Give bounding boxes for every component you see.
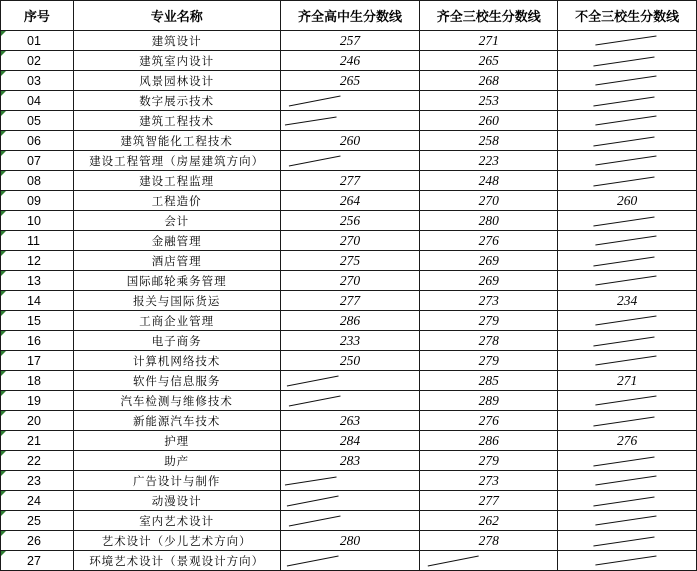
cell-major: 工商企业管理 bbox=[73, 311, 280, 331]
cell-major: 数字展示技术 bbox=[73, 91, 280, 111]
cell-qilu-three-school-score: 258 bbox=[420, 131, 558, 151]
cell-non-qilu-three-school-score bbox=[558, 71, 697, 91]
cell-non-qilu-three-school-score bbox=[558, 31, 697, 51]
cell-seq: 04 bbox=[1, 91, 74, 111]
cell-seq: 09 bbox=[1, 191, 74, 211]
cell-qilu-highschool-score bbox=[280, 151, 420, 171]
header-qilu-highschool: 齐全高中生分数线 bbox=[280, 1, 420, 31]
empty-slash-mark bbox=[558, 152, 696, 170]
cell-qilu-three-school-score: 279 bbox=[420, 311, 558, 331]
slash-line bbox=[285, 477, 337, 485]
slash-line bbox=[289, 156, 341, 166]
table-row bbox=[1, 251, 697, 271]
cell-qilu-highschool-score bbox=[280, 551, 420, 571]
cell-qilu-highschool-score bbox=[280, 491, 420, 511]
table-row bbox=[1, 371, 697, 391]
cell-qilu-three-school-score: 289 bbox=[420, 391, 558, 411]
cell-qilu-highschool-score: 270 bbox=[280, 271, 420, 291]
empty-slash-mark bbox=[281, 492, 420, 510]
table-row bbox=[1, 511, 697, 531]
cell-qilu-highschool-score: 265 bbox=[280, 71, 420, 91]
slash-line bbox=[594, 217, 655, 226]
cell-qilu-highschool-score: 264 bbox=[280, 191, 420, 211]
slash-line bbox=[594, 457, 655, 466]
cell-major: 助产 bbox=[73, 451, 280, 471]
cell-qilu-three-school-score: 276 bbox=[420, 411, 558, 431]
cell-non-qilu-three-school-score bbox=[558, 271, 697, 291]
cell-seq: 07 bbox=[1, 151, 74, 171]
empty-slash-mark bbox=[281, 372, 420, 390]
cell-non-qilu-three-school-score: 271 bbox=[558, 371, 697, 391]
empty-slash-mark bbox=[558, 352, 696, 370]
table-row bbox=[1, 191, 697, 211]
table-row bbox=[1, 351, 697, 371]
empty-slash-mark bbox=[420, 552, 557, 570]
cell-seq: 06 bbox=[1, 131, 74, 151]
cell-qilu-highschool-score: 260 bbox=[280, 131, 420, 151]
cell-major: 新能源汽车技术 bbox=[73, 411, 280, 431]
cell-qilu-highschool-score: 280 bbox=[280, 531, 420, 551]
table-header bbox=[1, 1, 697, 31]
cell-seq: 14 bbox=[1, 291, 74, 311]
empty-slash-mark bbox=[558, 272, 696, 290]
cell-seq: 13 bbox=[1, 271, 74, 291]
cell-qilu-highschool-score bbox=[280, 91, 420, 111]
cell-major: 报关与国际货运 bbox=[73, 291, 280, 311]
slash-line bbox=[289, 516, 341, 526]
cell-qilu-three-school-score: 278 bbox=[420, 331, 558, 351]
header-qilu-three-school: 齐全三校生分数线 bbox=[420, 1, 558, 31]
empty-slash-mark bbox=[558, 92, 696, 110]
table-row bbox=[1, 231, 697, 251]
cell-non-qilu-three-school-score bbox=[558, 391, 697, 411]
empty-slash-mark bbox=[558, 32, 696, 50]
cell-major: 艺术设计（少儿艺术方向） bbox=[73, 531, 280, 551]
empty-slash-mark bbox=[558, 512, 696, 530]
table-body bbox=[1, 31, 697, 571]
slash-line bbox=[596, 276, 657, 285]
table-row bbox=[1, 71, 697, 91]
cell-qilu-three-school-score: 268 bbox=[420, 71, 558, 91]
empty-slash-mark bbox=[281, 552, 420, 570]
slash-line bbox=[287, 496, 339, 506]
cell-qilu-highschool-score: 277 bbox=[280, 171, 420, 191]
cell-qilu-three-school-score: 273 bbox=[420, 291, 558, 311]
cell-qilu-three-school-score: 286 bbox=[420, 431, 558, 451]
cell-seq: 25 bbox=[1, 511, 74, 531]
cell-qilu-three-school-score: 279 bbox=[420, 451, 558, 471]
empty-slash-mark bbox=[558, 392, 696, 410]
cell-seq: 02 bbox=[1, 51, 74, 71]
slash-line bbox=[596, 476, 657, 485]
cell-major: 工程造价 bbox=[73, 191, 280, 211]
cell-qilu-three-school-score: 270 bbox=[420, 191, 558, 211]
cell-non-qilu-three-school-score bbox=[558, 411, 697, 431]
cell-qilu-three-school-score: 265 bbox=[420, 51, 558, 71]
empty-slash-mark bbox=[558, 532, 696, 550]
cell-seq: 20 bbox=[1, 411, 74, 431]
table-row bbox=[1, 491, 697, 511]
cell-qilu-three-school-score bbox=[420, 551, 558, 571]
table-row bbox=[1, 271, 697, 291]
slash-line bbox=[596, 356, 657, 365]
empty-slash-mark bbox=[281, 112, 420, 130]
slash-line bbox=[594, 137, 655, 146]
cell-seq: 01 bbox=[1, 31, 74, 51]
slash-line bbox=[594, 337, 655, 346]
empty-slash-mark bbox=[558, 132, 696, 150]
cell-qilu-three-school-score: 276 bbox=[420, 231, 558, 251]
empty-slash-mark bbox=[558, 552, 696, 570]
cell-non-qilu-three-school-score bbox=[558, 511, 697, 531]
empty-slash-mark bbox=[558, 472, 696, 490]
cell-seq: 17 bbox=[1, 351, 74, 371]
slash-line bbox=[428, 556, 479, 566]
slash-line bbox=[596, 516, 657, 525]
cell-seq: 16 bbox=[1, 331, 74, 351]
header-major: 专业名称 bbox=[73, 1, 280, 31]
cell-major: 软件与信息服务 bbox=[73, 371, 280, 391]
cell-qilu-highschool-score: 246 bbox=[280, 51, 420, 71]
empty-slash-mark bbox=[558, 412, 696, 430]
cell-non-qilu-three-school-score: 260 bbox=[558, 191, 697, 211]
table-row bbox=[1, 311, 697, 331]
cell-non-qilu-three-school-score bbox=[558, 91, 697, 111]
table-row bbox=[1, 151, 697, 171]
cell-qilu-highschool-score bbox=[280, 391, 420, 411]
slash-line bbox=[596, 396, 657, 405]
cell-qilu-three-school-score: 223 bbox=[420, 151, 558, 171]
cell-major: 建筑智能化工程技术 bbox=[73, 131, 280, 151]
cell-major: 建筑设计 bbox=[73, 31, 280, 51]
cell-seq: 23 bbox=[1, 471, 74, 491]
cell-qilu-highschool-score bbox=[280, 371, 420, 391]
cell-seq: 26 bbox=[1, 531, 74, 551]
empty-slash-mark bbox=[281, 512, 420, 530]
cell-qilu-highschool-score: 263 bbox=[280, 411, 420, 431]
cell-non-qilu-three-school-score bbox=[558, 451, 697, 471]
table-row bbox=[1, 431, 697, 451]
empty-slash-mark bbox=[558, 172, 696, 190]
slash-line bbox=[596, 156, 657, 165]
empty-slash-mark bbox=[558, 212, 696, 230]
cell-major: 建设工程监理 bbox=[73, 171, 280, 191]
empty-slash-mark bbox=[281, 92, 420, 110]
slash-line bbox=[596, 556, 657, 565]
empty-slash-mark bbox=[558, 332, 696, 350]
cell-qilu-highschool-score: 283 bbox=[280, 451, 420, 471]
cell-qilu-highschool-score: 286 bbox=[280, 311, 420, 331]
cell-non-qilu-three-school-score bbox=[558, 51, 697, 71]
cell-major: 广告设计与制作 bbox=[73, 471, 280, 491]
empty-slash-mark bbox=[281, 472, 420, 490]
cell-qilu-three-school-score: 269 bbox=[420, 271, 558, 291]
table-row bbox=[1, 171, 697, 191]
cell-qilu-highschool-score: 250 bbox=[280, 351, 420, 371]
cell-seq: 08 bbox=[1, 171, 74, 191]
cell-seq: 18 bbox=[1, 371, 74, 391]
cell-qilu-highschool-score: 270 bbox=[280, 231, 420, 251]
cell-major: 护理 bbox=[73, 431, 280, 451]
empty-slash-mark bbox=[558, 52, 696, 70]
table-row bbox=[1, 211, 697, 231]
empty-slash-mark bbox=[558, 252, 696, 270]
slash-line bbox=[594, 57, 655, 66]
cell-non-qilu-three-school-score bbox=[558, 231, 697, 251]
empty-slash-mark bbox=[281, 392, 420, 410]
cell-qilu-three-school-score: 262 bbox=[420, 511, 558, 531]
cell-seq: 15 bbox=[1, 311, 74, 331]
slash-line bbox=[289, 396, 341, 406]
slash-line bbox=[594, 97, 655, 106]
cell-seq: 05 bbox=[1, 111, 74, 131]
slash-line bbox=[596, 236, 657, 245]
empty-slash-mark bbox=[558, 232, 696, 250]
slash-line bbox=[285, 117, 337, 125]
cell-seq: 22 bbox=[1, 451, 74, 471]
cell-qilu-three-school-score: 271 bbox=[420, 31, 558, 51]
slash-line bbox=[594, 537, 655, 546]
table-row bbox=[1, 391, 697, 411]
slash-line bbox=[287, 556, 339, 566]
cell-qilu-highschool-score: 257 bbox=[280, 31, 420, 51]
cell-non-qilu-three-school-score bbox=[558, 171, 697, 191]
cell-qilu-three-school-score: 253 bbox=[420, 91, 558, 111]
table-row bbox=[1, 551, 697, 571]
header-seq: 序号 bbox=[1, 1, 74, 31]
cell-major: 建筑室内设计 bbox=[73, 51, 280, 71]
slash-line bbox=[594, 417, 655, 426]
cell-qilu-highschool-score: 256 bbox=[280, 211, 420, 231]
header-non-qilu-three-school: 不全三校生分数线 bbox=[558, 1, 697, 31]
cell-non-qilu-three-school-score: 276 bbox=[558, 431, 697, 451]
table-row bbox=[1, 471, 697, 491]
cell-major: 建设工程管理（房屋建筑方向） bbox=[73, 151, 280, 171]
table-row bbox=[1, 531, 697, 551]
table-row bbox=[1, 291, 697, 311]
cell-qilu-highschool-score: 275 bbox=[280, 251, 420, 271]
cell-seq: 12 bbox=[1, 251, 74, 271]
table-row bbox=[1, 91, 697, 111]
cell-major: 电子商务 bbox=[73, 331, 280, 351]
cell-non-qilu-three-school-score bbox=[558, 311, 697, 331]
slash-line bbox=[594, 257, 655, 266]
cell-major: 动漫设计 bbox=[73, 491, 280, 511]
cell-qilu-three-school-score: 280 bbox=[420, 211, 558, 231]
cell-qilu-highschool-score bbox=[280, 111, 420, 131]
slash-line bbox=[594, 497, 655, 506]
cell-major: 汽车检测与维修技术 bbox=[73, 391, 280, 411]
empty-slash-mark bbox=[558, 492, 696, 510]
cell-seq: 24 bbox=[1, 491, 74, 511]
cell-qilu-highschool-score: 284 bbox=[280, 431, 420, 451]
empty-slash-mark bbox=[558, 452, 696, 470]
empty-slash-mark bbox=[281, 152, 420, 170]
cell-major: 酒店管理 bbox=[73, 251, 280, 271]
cell-qilu-three-school-score: 277 bbox=[420, 491, 558, 511]
header-row bbox=[1, 1, 697, 31]
slash-line bbox=[596, 36, 657, 45]
cell-major: 环境艺术设计（景观设计方向） bbox=[73, 551, 280, 571]
cell-qilu-highschool-score: 277 bbox=[280, 291, 420, 311]
empty-slash-mark bbox=[558, 312, 696, 330]
cell-qilu-highschool-score: 233 bbox=[280, 331, 420, 351]
cell-non-qilu-three-school-score bbox=[558, 211, 697, 231]
cell-seq: 03 bbox=[1, 71, 74, 91]
cell-seq: 11 bbox=[1, 231, 74, 251]
cell-qilu-three-school-score: 260 bbox=[420, 111, 558, 131]
cell-major: 建筑工程技术 bbox=[73, 111, 280, 131]
table-row bbox=[1, 411, 697, 431]
cell-major: 金融管理 bbox=[73, 231, 280, 251]
table-row bbox=[1, 111, 697, 131]
cell-seq: 27 bbox=[1, 551, 74, 571]
cell-qilu-three-school-score: 248 bbox=[420, 171, 558, 191]
cell-seq: 10 bbox=[1, 211, 74, 231]
cell-major: 计算机网络技术 bbox=[73, 351, 280, 371]
cell-non-qilu-three-school-score bbox=[558, 471, 697, 491]
cell-qilu-three-school-score: 269 bbox=[420, 251, 558, 271]
table-row bbox=[1, 131, 697, 151]
cell-non-qilu-three-school-score bbox=[558, 331, 697, 351]
cell-non-qilu-three-school-score bbox=[558, 551, 697, 571]
cell-qilu-three-school-score: 285 bbox=[420, 371, 558, 391]
cell-non-qilu-three-school-score: 234 bbox=[558, 291, 697, 311]
slash-line bbox=[287, 376, 339, 386]
cell-major: 室内艺术设计 bbox=[73, 511, 280, 531]
cell-qilu-three-school-score: 278 bbox=[420, 531, 558, 551]
table-row bbox=[1, 451, 697, 471]
cell-non-qilu-three-school-score bbox=[558, 131, 697, 151]
cell-qilu-highschool-score bbox=[280, 511, 420, 531]
empty-slash-mark bbox=[558, 72, 696, 90]
slash-line bbox=[596, 116, 657, 125]
slash-line bbox=[596, 316, 657, 325]
cell-non-qilu-three-school-score bbox=[558, 531, 697, 551]
cell-non-qilu-three-school-score bbox=[558, 351, 697, 371]
slash-line bbox=[596, 76, 657, 85]
cell-qilu-three-school-score: 279 bbox=[420, 351, 558, 371]
cell-seq: 19 bbox=[1, 391, 74, 411]
empty-slash-mark bbox=[558, 112, 696, 130]
cell-non-qilu-three-school-score bbox=[558, 491, 697, 511]
table-row bbox=[1, 331, 697, 351]
cell-major: 风景园林设计 bbox=[73, 71, 280, 91]
cell-qilu-highschool-score bbox=[280, 471, 420, 491]
cell-non-qilu-three-school-score bbox=[558, 111, 697, 131]
slash-line bbox=[594, 177, 655, 186]
cell-non-qilu-three-school-score bbox=[558, 251, 697, 271]
cell-non-qilu-three-school-score bbox=[558, 151, 697, 171]
cell-qilu-three-school-score: 273 bbox=[420, 471, 558, 491]
table-row bbox=[1, 31, 697, 51]
slash-line bbox=[289, 96, 341, 106]
cell-major: 会计 bbox=[73, 211, 280, 231]
cell-seq: 21 bbox=[1, 431, 74, 451]
table-row bbox=[1, 51, 697, 71]
cell-major: 国际邮轮乘务管理 bbox=[73, 271, 280, 291]
